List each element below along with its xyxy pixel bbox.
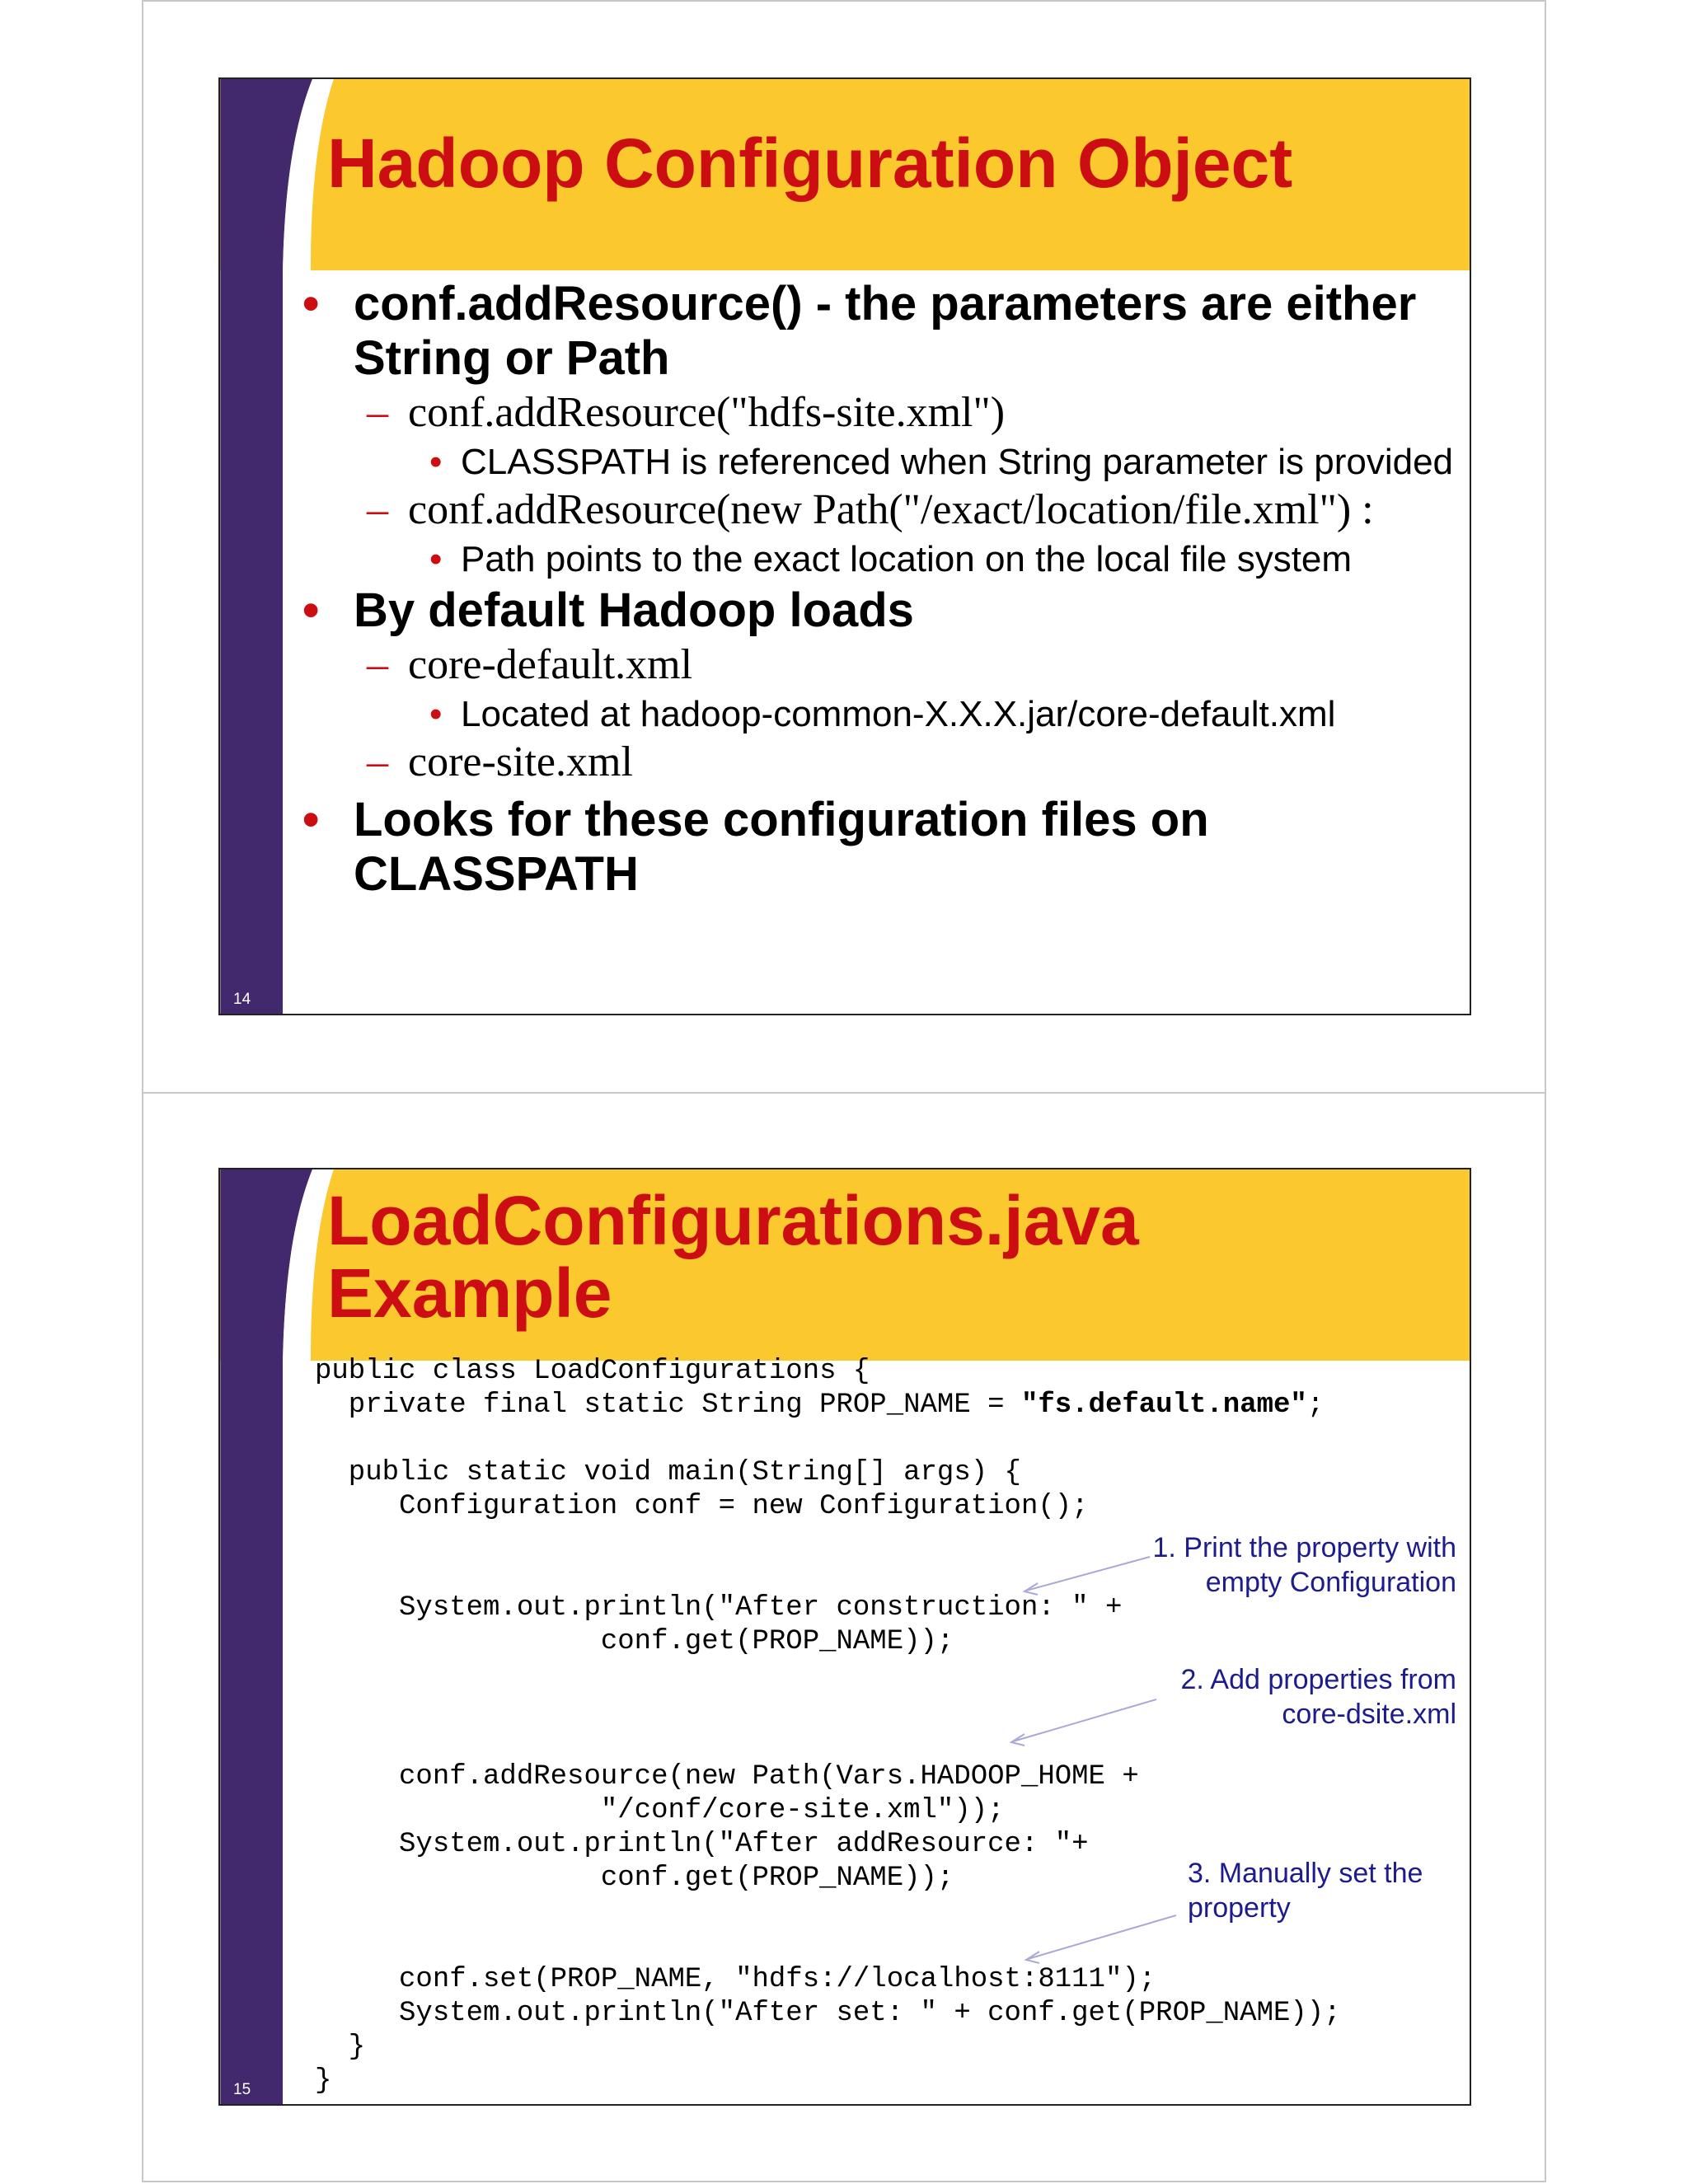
slide-title: Hadoop Configuration Object (327, 124, 1293, 202)
bullet-dot: • (302, 793, 320, 846)
dash-marker: – (367, 738, 388, 785)
bullet-dot: • (302, 277, 320, 330)
bullet-add-resource: • conf.addResource() - the parameters are either String or Path (302, 277, 1417, 385)
callout-arrows (220, 1169, 1471, 2106)
code-line: System.out.println("After set: " + conf.get(PROP_NAME)); (315, 1998, 1341, 2029)
code-line: System.out.println("After addResource: "+ (315, 1829, 1089, 1860)
callout-print-property: 1. Print the property with empty Configuration (1152, 1532, 1456, 1598)
code-listing: public class LoadConfigurations { private final static String PROP_NAME = "fs.default.name"; public static void main(String[] args) { Configuration conf = new Configuration(); System.out.println("After construction: " + conf.get(PROP_NAME)); conf.addResource(new Path(Vars.HADOOP_HOME + "/conf/core-site.xml")); System.out.println("After addResource: "+ conf.get(PROP_NAME)); conf.set(PROP_NAME, "hdfs://localhost:8111"); System.out.println("After set: " + conf.get(PROP_NAME)); } } (315, 1356, 1341, 2097)
bullet-classpath: • Looks for these configuration files on CLASSPATH (302, 793, 1209, 901)
code-line: "/conf/core-site.xml")); (315, 1795, 1005, 1826)
dash-marker: – (367, 486, 388, 533)
sub-bullet: – core-site.xml (302, 737, 1456, 788)
detail-bullet: • Path points to the exact location on the local file system (429, 539, 1353, 579)
bullet-default-loads: • By default Hadoop loads (302, 583, 914, 637)
detail-bullet: • Located at hadoop-common-X.X.X.jar/core-default.xml (429, 694, 1336, 734)
slide-14 (218, 77, 1471, 1015)
slide-number: 15 (233, 2081, 251, 2098)
bullet-dot: • (429, 694, 443, 734)
dash-marker: – (367, 641, 388, 688)
bullet-dot: • (302, 583, 320, 637)
sub-bullet: – conf.addResource("hdfs-site.xml") (302, 387, 1456, 438)
callout-add-properties: 2. Add properties from core-dsite.xml (1180, 1664, 1456, 1730)
callout-set-property: 3. Manually set the property (1188, 1858, 1423, 1924)
detail-bullet: • CLASSPATH is referenced when String parameter is provided (429, 442, 1454, 482)
bullet-dot: • (429, 539, 443, 579)
dash-marker: – (367, 389, 388, 436)
code-line: conf.get(PROP_NAME)); (315, 1863, 954, 1894)
code-line: Configuration conf = new Configuration(); (315, 1491, 1089, 1522)
code-line: } (315, 2065, 332, 2097)
code-line: public class LoadConfigurations { (315, 1356, 870, 1387)
slide-title: LoadConfigurations.java Example (327, 1182, 1139, 1332)
code-literal: "fs.default.name" (1020, 1390, 1307, 1421)
page-bottom-rule (142, 2181, 1546, 2182)
code-line: } (315, 2032, 366, 2063)
code-line: conf.addResource(new Path(Vars.HADOOP_HOME + (315, 1761, 1139, 1793)
slide-15 (218, 1168, 1471, 2106)
code-line: conf.get(PROP_NAME)); (315, 1626, 954, 1657)
bullet-dot: • (429, 442, 443, 482)
sub-bullet: – core-default.xml (302, 640, 1456, 691)
code-line: private final static String PROP_NAME = (315, 1390, 1021, 1421)
slide-body (302, 277, 1456, 902)
page-divider (142, 1092, 1546, 1094)
sub-bullet: – conf.addResource(new Path("/exact/location/file.xml") : (302, 485, 1456, 536)
code-line: conf.set(PROP_NAME, "hdfs://localhost:8111"); (315, 1964, 1156, 1995)
code-line: public static void main(String[] args) { (315, 1457, 1021, 1488)
code-line: System.out.println("After construction: " + (315, 1592, 1123, 1624)
slide-number: 14 (233, 991, 251, 1008)
